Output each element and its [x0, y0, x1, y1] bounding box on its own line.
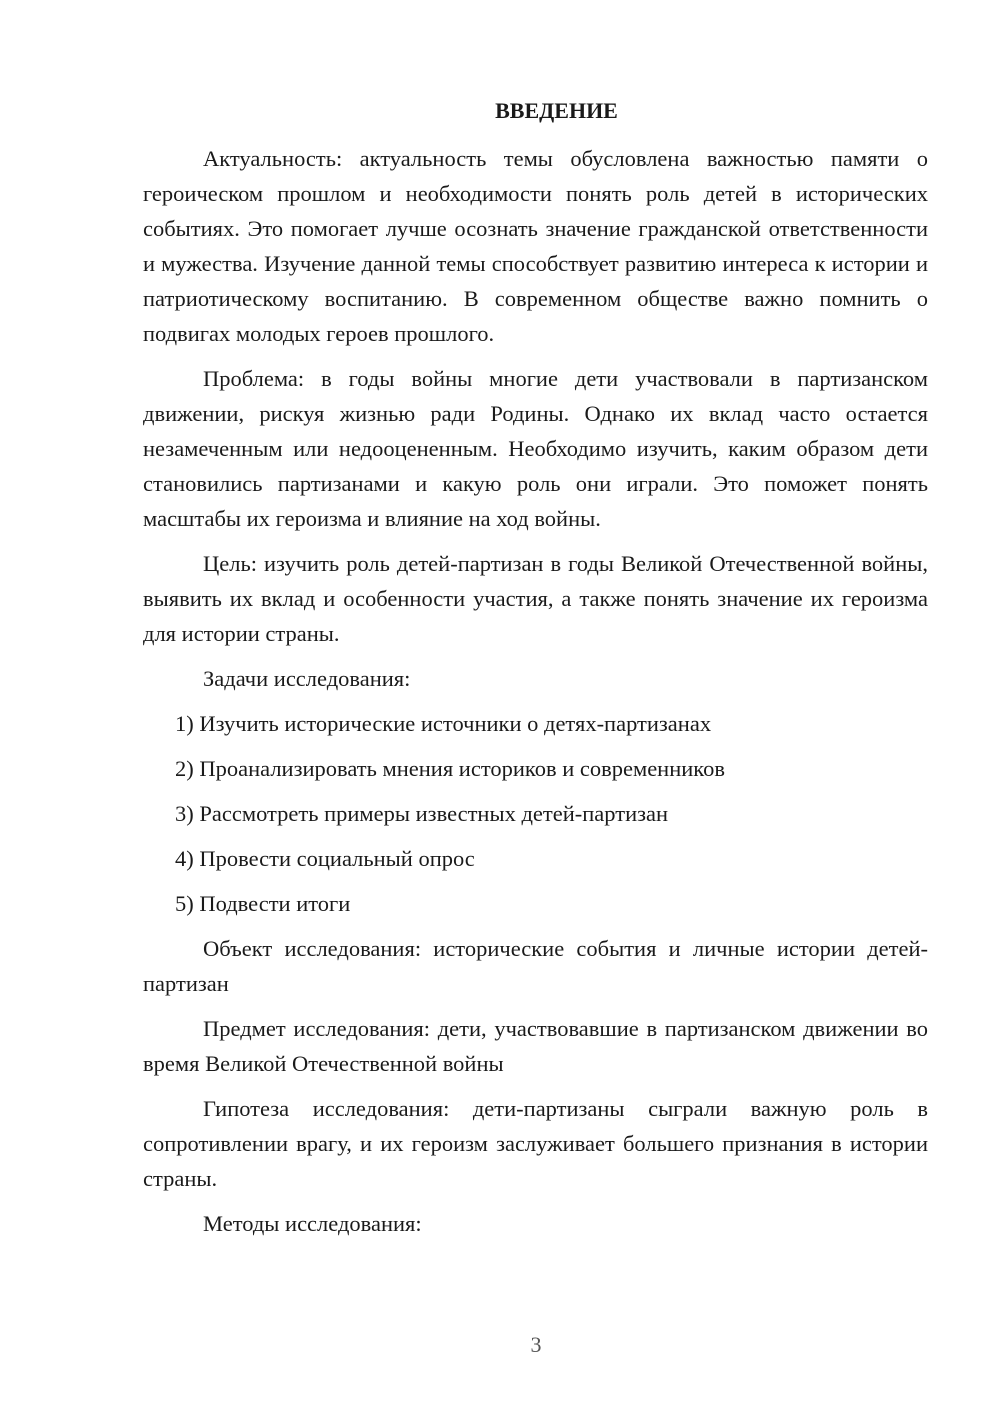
list-item-task-3: 3) Рассмотреть примеры известных детей-партизан — [175, 801, 669, 826]
paragraph-object: Объект исследования: исторические события и личные истории детей-партизан — [143, 936, 928, 996]
list-item-task-5: 5) Подвести итоги — [175, 891, 351, 916]
paragraph-problem: Проблема: в годы войны многие дети участвовали в партизанском движении, рискуя жизнью ради Родины. Однако их вклад часто остается незамеченным или недооцененным. Необходимо изучить, каким образом дети становились партизанами и какую роль они играли. Это поможет понять масштабы их героизма и влияние на ход войны. — [143, 366, 928, 531]
list-item-task-4: 4) Провести социальный опрос — [175, 846, 475, 871]
paragraph-subject: Предмет исследования: дети, участвовавшие в партизанском движении во время Великой Отечественной войны — [143, 1016, 928, 1076]
list-item-task-1: 1) Изучить исторические источники о детях-партизанах — [175, 711, 712, 736]
paragraph-tasks-heading: Задачи исследования: — [203, 666, 411, 691]
document-body — [143, 95, 928, 1251]
section-title: ВВЕДЕНИЕ — [495, 98, 618, 123]
paragraph-relevance: Актуальность: актуальность темы обусловлена важностью памяти о героическом прошлом и необходимости понять роль детей в исторических событиях. Это помогает лучше осознать значение гражданской ответственности и мужества. Изучение данной темы способствует развитию интереса к истории и патриотическому воспитанию. В современном обществе важно помнить о подвигах молодых героев прошлого. — [143, 146, 928, 346]
paragraph-hypothesis: Гипотеза исследования: дети-партизаны сыграли важную роль в сопротивлении врагу, и их героизм заслуживает большего признания в истории страны. — [143, 1096, 928, 1191]
paragraph-goal: Цель: изучить роль детей-партизан в годы Великой Отечественной войны, выявить их вклад и особенности участия, а также понять значение их героизма для истории страны. — [143, 551, 928, 646]
list-item-task-2: 2) Проанализировать мнения историков и современников — [175, 756, 725, 781]
page-number: 3 — [530, 1332, 542, 1357]
paragraph-methods-heading: Методы исследования: — [203, 1211, 422, 1236]
